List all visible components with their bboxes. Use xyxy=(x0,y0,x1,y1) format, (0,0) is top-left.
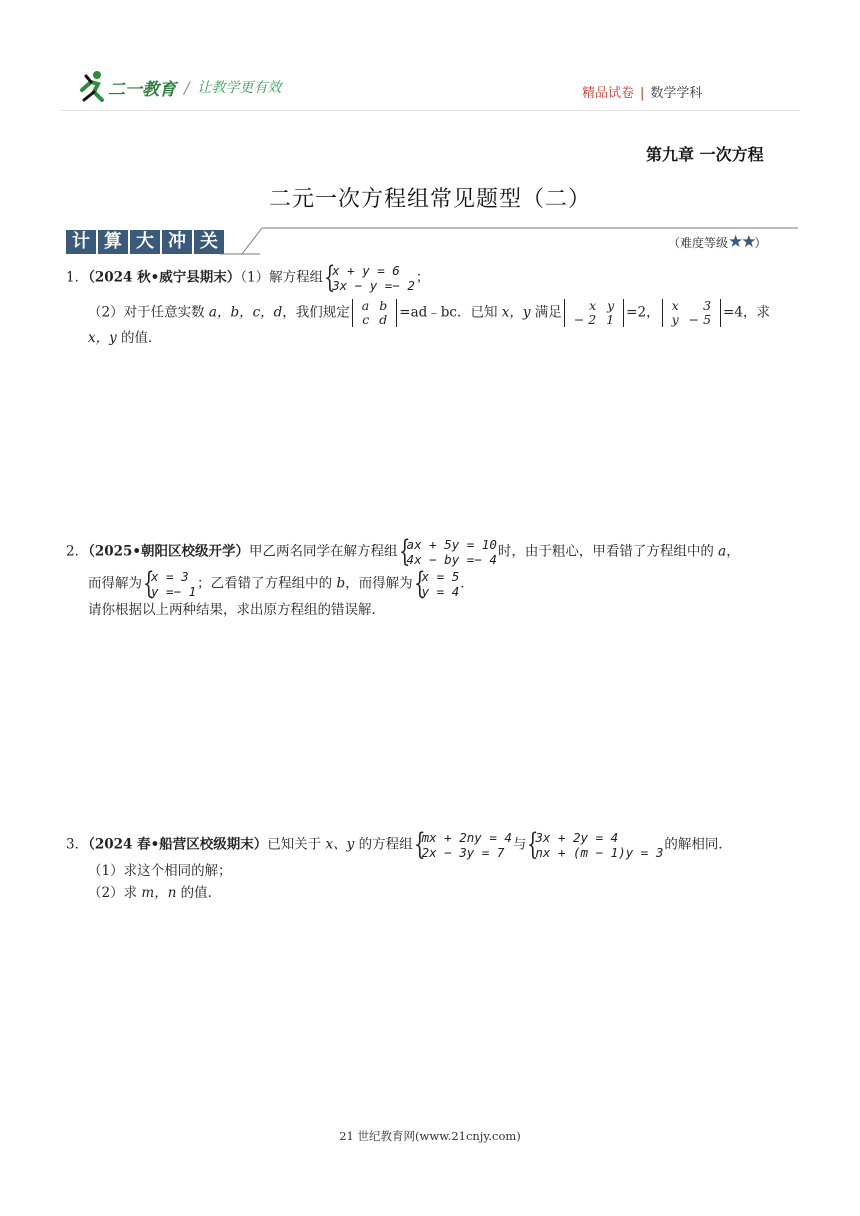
question-text: =4，求 xyxy=(723,304,770,321)
equation-row: x + y = 6 xyxy=(332,263,400,278)
equation-row: ax + 5y = 10 xyxy=(406,537,497,552)
equation-row: 3x − y =− 2 xyxy=(332,278,415,293)
det-cell: x xyxy=(589,298,597,313)
banner-char: 大 xyxy=(130,230,160,254)
question-text: 请你根据以上两种结果，求出原方程组的错误解． xyxy=(88,602,385,618)
difficulty-label xyxy=(668,232,767,252)
section-banner xyxy=(66,230,226,254)
question-text: 的方程组 xyxy=(354,836,413,853)
logo-text: 二一教育 xyxy=(108,79,176,100)
question-number: 3． xyxy=(66,836,89,853)
solution-system: { x = 3 y =− 1 xyxy=(143,566,197,601)
det-cell: − 2 xyxy=(573,312,597,327)
equation-row: 4x − by =− 4 xyxy=(406,552,497,567)
equation-row: y = 4 xyxy=(421,584,460,599)
solution-system: { x = 5 y = 4 xyxy=(413,566,460,601)
det-cell: a xyxy=(361,298,370,313)
question-text: 而得解为 xyxy=(88,575,142,592)
star-icon: ★★ xyxy=(728,232,755,252)
det-cell: d xyxy=(379,312,388,327)
question-3-line1 xyxy=(66,827,796,862)
variable-b: b xyxy=(336,575,346,592)
header-label: 精品试卷 xyxy=(582,86,635,101)
equation-row: 2x − 3y = 7 xyxy=(421,845,505,860)
question-3-sub1: （1）求这个相同的解； xyxy=(88,863,232,879)
question-text: ，而得解为 xyxy=(345,575,413,592)
header-right xyxy=(582,82,702,101)
banner-char: 算 xyxy=(98,230,128,254)
chapter-label: 第九章 一次方程 xyxy=(646,145,764,164)
question-3-sub2 xyxy=(66,882,796,904)
variables: x、y xyxy=(325,836,355,853)
page-title: 二元一次方程组常见题型（二） xyxy=(268,187,591,212)
det-cell: y xyxy=(671,312,679,327)
question-text: 的值． xyxy=(116,330,162,346)
question-2-line3 xyxy=(66,599,796,621)
question-2-line1 xyxy=(66,534,796,569)
det-cell: b xyxy=(379,298,388,313)
det-cell: x xyxy=(671,298,679,313)
question-3 xyxy=(66,827,796,904)
question-text: ； xyxy=(415,269,430,286)
det-cell: − 5 xyxy=(688,312,712,327)
determinant xyxy=(564,299,624,327)
question-text: =2， xyxy=(626,304,660,321)
question-text: 的解相同． xyxy=(664,836,732,853)
variables: x，y xyxy=(88,330,117,346)
equation-system: { ax + 5y = 10 4x − by =− 4 xyxy=(398,534,497,569)
question-text: 满足 xyxy=(530,304,562,321)
equation-row: mx + 2ny = 4 xyxy=(421,830,512,845)
question-text: 甲乙两名同学在解方程组 xyxy=(249,543,398,560)
question-source: （2024 秋•威宁县期末） xyxy=(88,269,241,286)
question-2 xyxy=(66,534,796,621)
question-2-line2 xyxy=(66,566,796,601)
question-source: （2024 春•船营区校级期末） xyxy=(88,836,268,853)
header-rule xyxy=(60,110,800,111)
variables: x，y xyxy=(501,304,531,321)
det-cell: c xyxy=(362,312,370,327)
question-text: ；乙看错了方程组中的 xyxy=(197,575,337,592)
logo-slash: / xyxy=(184,77,190,97)
page-footer: 21 世纪教育网(www.21cnjy.com) xyxy=(339,1129,521,1143)
determinant xyxy=(352,299,397,327)
det-cell: 1 xyxy=(606,312,615,327)
equation-system: { 3x + 2y = 4 nx + (m − 1)y = 3 xyxy=(527,827,664,862)
det-cell: 3 xyxy=(703,298,712,313)
det-cell: y xyxy=(607,298,615,313)
question-number: 1． xyxy=(66,269,89,286)
header-separator: | xyxy=(640,86,645,101)
question-text: ， xyxy=(726,543,740,560)
question-text: =ad﹣bc．已知 xyxy=(399,304,502,321)
banner-char: 关 xyxy=(194,230,224,254)
question-text: ． xyxy=(460,575,474,592)
variables: a，b，c，d xyxy=(208,304,283,321)
banner-char: 计 xyxy=(66,230,96,254)
equation-row: x = 3 xyxy=(151,569,189,584)
question-text: 时，由于粗心，甲看错了方程组中的 xyxy=(497,543,719,560)
question-text: 已知关于 xyxy=(267,836,326,853)
runner-logo-icon xyxy=(78,70,108,104)
equation-row: nx + (m − 1)y = 3 xyxy=(535,845,664,860)
variables: m，n xyxy=(141,885,177,901)
slogan: 让教学更有效 xyxy=(197,80,282,96)
banner-char: 冲 xyxy=(162,230,192,254)
equation-system: { x + y = 6 3x − y =− 2 xyxy=(324,260,415,295)
equation-row: 3x + 2y = 4 xyxy=(535,830,619,845)
header-subject: 数学学科 xyxy=(650,86,703,101)
variable-a: a xyxy=(718,543,727,560)
question-source: （2025•朝阳区校级开学） xyxy=(88,543,250,560)
equation-row: x = 5 xyxy=(421,569,460,584)
question-text: 的值． xyxy=(176,885,222,901)
determinant xyxy=(662,299,721,327)
question-1-line2 xyxy=(66,299,796,327)
question-text: 与 xyxy=(512,836,527,853)
difficulty-suffix: ） xyxy=(754,236,767,250)
question-1 xyxy=(66,260,796,349)
difficulty-prefix: （难度等级 xyxy=(668,236,729,250)
equation-system: { mx + 2ny = 4 2x − 3y = 7 xyxy=(413,827,512,862)
question-number: 2． xyxy=(66,543,89,560)
question-text: （2）对于任意实数 xyxy=(88,304,209,321)
header-logo xyxy=(78,70,281,104)
question-text: ，我们规定 xyxy=(282,304,350,321)
question-text: （2）求 xyxy=(88,885,142,901)
question-text: （1）解方程组 xyxy=(240,269,324,286)
question-1-line3 xyxy=(66,327,796,349)
equation-row: y =− 1 xyxy=(151,584,197,599)
question-1-line1 xyxy=(66,260,796,295)
